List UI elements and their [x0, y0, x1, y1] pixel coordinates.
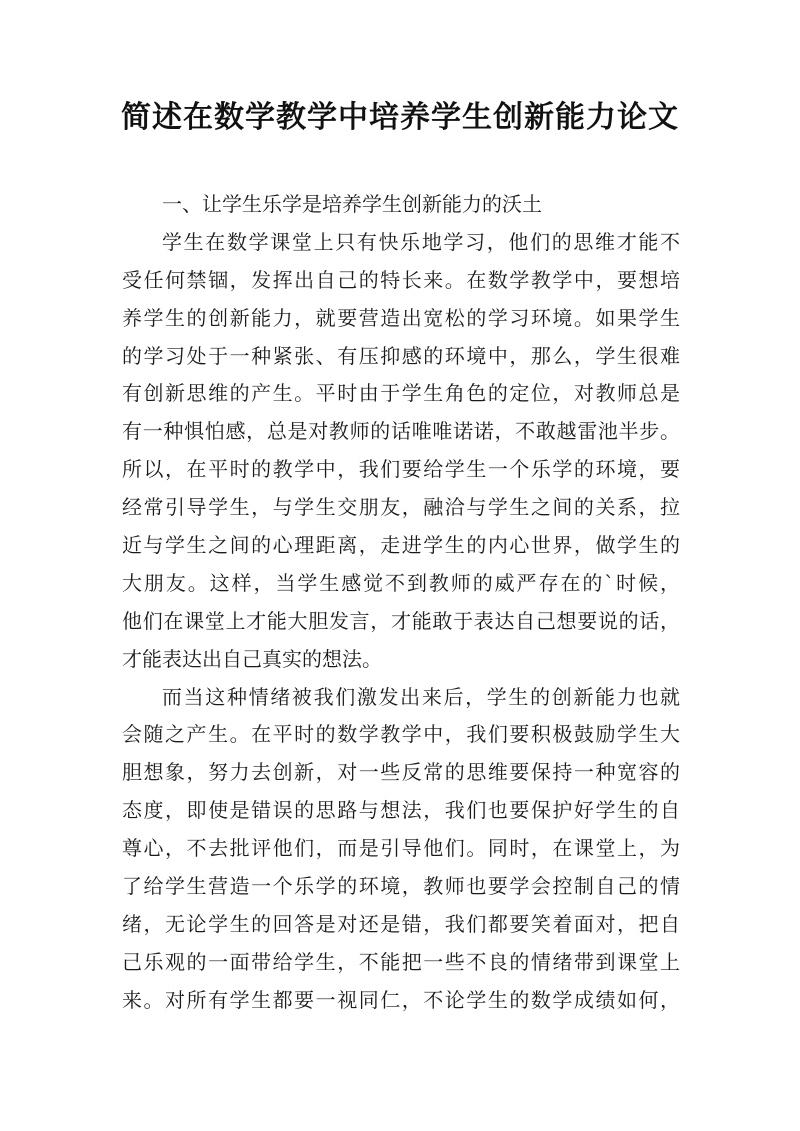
section-heading: 一、让学生乐学是培养学生创新能力的沃土	[162, 192, 542, 216]
paragraph-line: 近与学生之间的心理距离，走进学生的内心世界，做学生的	[122, 533, 680, 558]
paragraph-line: 态度，即使是错误的思路与想法，我们也要保护好学生的自	[122, 798, 680, 823]
paragraph-line: 有创新思维的产生。平时由于学生角色的定位，对教师总是	[122, 381, 680, 406]
paragraph-line: 学生在数学课堂上只有快乐地学习，他们的思维才能不	[162, 229, 680, 254]
paragraph-line: 受任何禁锢，发挥出自己的特长来。在数学教学中，要想培	[122, 267, 680, 292]
paragraph-line: 而当这种情绪被我们激发出来后，学生的创新能力也就	[162, 684, 680, 709]
paragraph-line: 有一种惧怕感，总是对教师的话唯唯诺诺，不敢越雷池半步。	[122, 419, 680, 444]
paragraph-line: 来。对所有学生都要一视同仁，不论学生的数学成绩如何，	[122, 987, 680, 1012]
paragraph-line: 所以，在平时的教学中，我们要给学生一个乐学的环境，要	[122, 457, 680, 482]
paragraph-line: 经常引导学生，与学生交朋友，融洽与学生之间的关系，拉	[122, 495, 680, 520]
paragraph-line: 己乐观的一面带给学生，不能把一些不良的情绪带到课堂上	[122, 949, 680, 974]
paragraph-2	[122, 679, 680, 1020]
paragraph-line: 了给学生营造一个乐学的环境，教师也要学会控制自己的情	[122, 874, 680, 899]
paragraph-line: 他们在课堂上才能大胆发言，才能敢于表达自己想要说的话，	[122, 608, 680, 633]
paragraph-line: 胆想象，努力去创新，对一些反常的思维要保持一种宽容的	[122, 760, 680, 785]
paragraph-line: 会随之产生。在平时的数学教学中，我们要积极鼓励学生大	[122, 722, 680, 747]
paragraph-line: 才能表达出自己真实的想法。	[122, 646, 382, 671]
paragraph-line: 的学习处于一种紧张、有压抑感的环境中，那么，学生很难	[122, 343, 680, 368]
paragraph-line: 养学生的创新能力，就要营造出宽松的学习环境。如果学生	[122, 305, 680, 330]
paragraph-line: 大朋友。这样，当学生感觉不到教师的威严存在的`时候，	[122, 570, 680, 595]
paragraph-1	[122, 224, 680, 679]
paragraph-line: 绪，无论学生的回答是对还是错，我们都要笑着面对，把自	[122, 911, 680, 936]
document-body	[122, 186, 680, 1020]
document-title: 简述在数学教学中培养学生创新能力论文	[121, 100, 679, 135]
paragraph-line: 尊心，不去批评他们，而是引导他们。同时，在课堂上，为	[122, 836, 680, 861]
